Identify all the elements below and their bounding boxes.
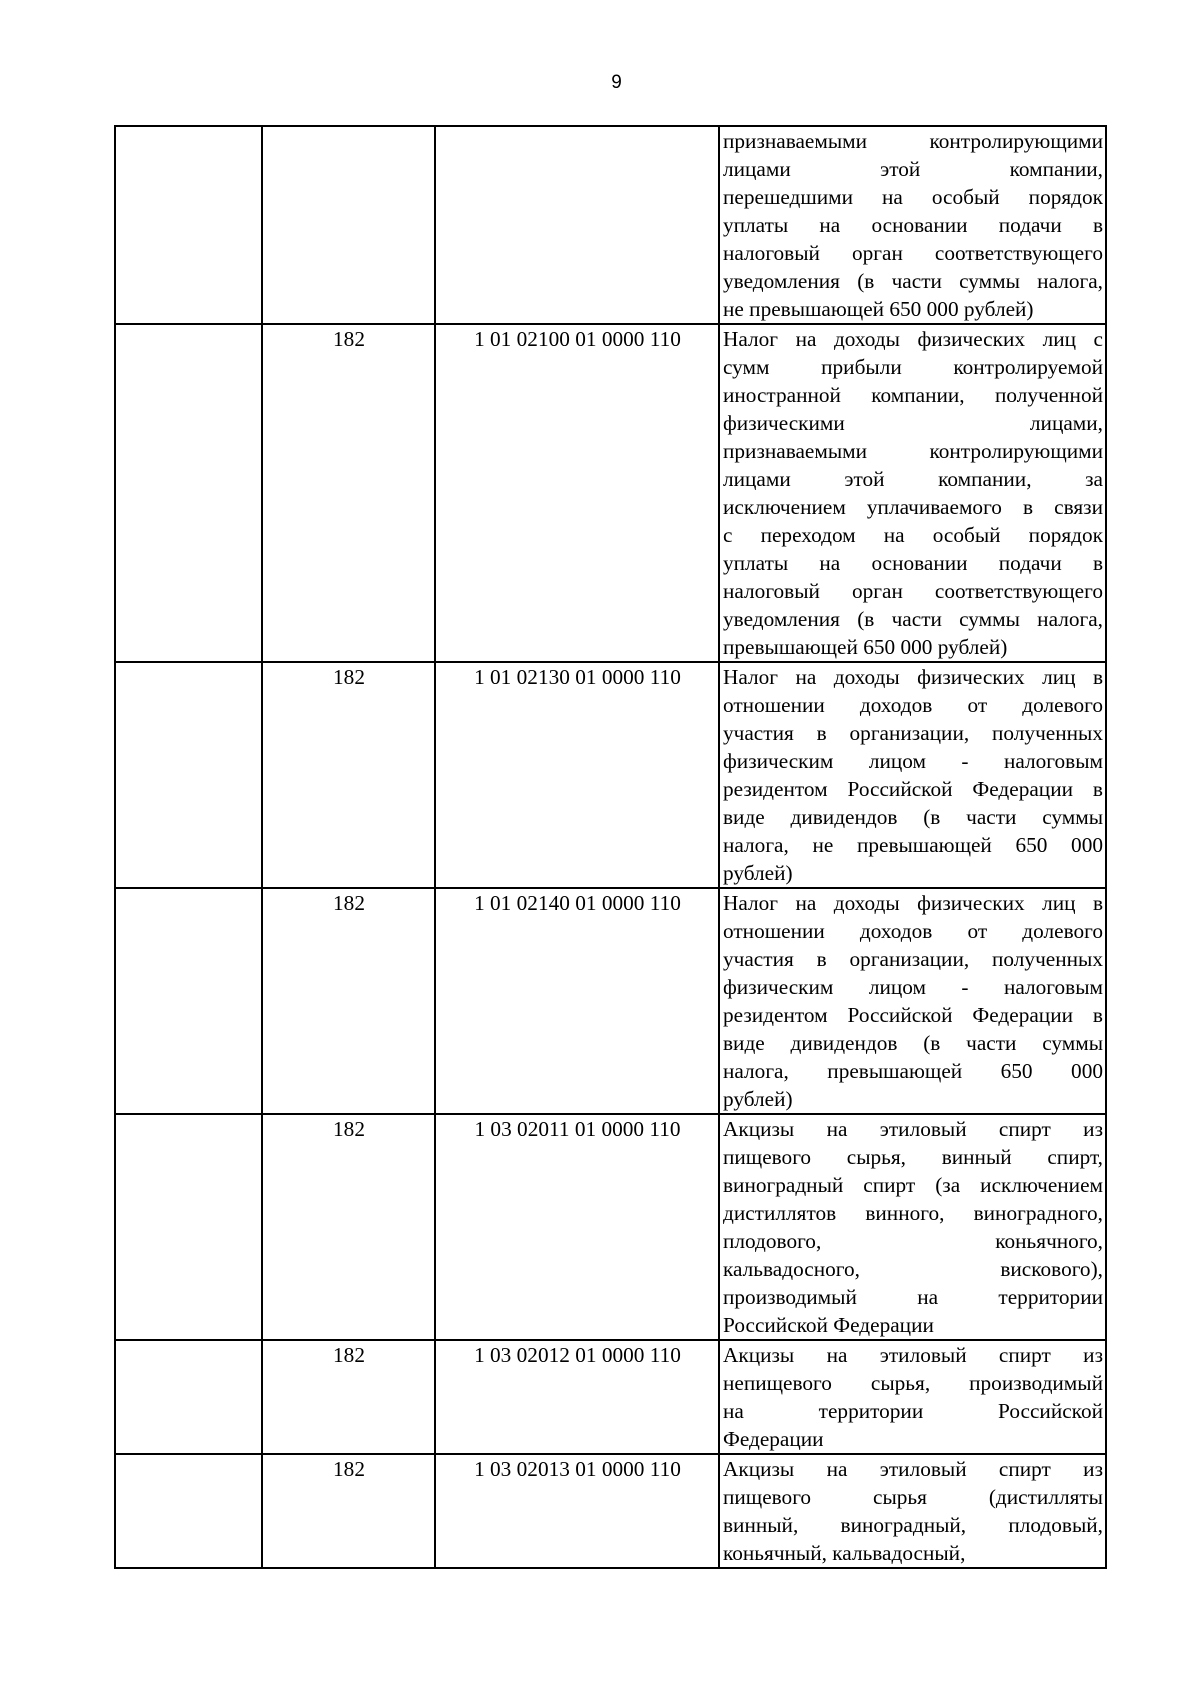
revenue-name-line: отношении доходов от долевого [723,919,1103,943]
revenue-name-line: иностранной компании, полученной [723,383,1103,407]
revenue-name-line: уплаты на основании подачи в [723,551,1103,575]
revenue-name-line: уплаты на основании подачи в [723,213,1103,237]
table-row [115,888,1106,1114]
revenue-name-line: перешедшими на особый порядок [723,185,1103,209]
revenue-name-line: с переходом на особый порядок [723,523,1103,547]
page-number: 9 [611,72,622,93]
revenue-name-line: резидентом Российской Федерации в [723,777,1103,801]
blank-cell [115,662,262,888]
budget-code-cell: 1 01 02140 01 0000 110 [435,888,719,1114]
revenue-name-line: лицами этой компании, за [723,467,1103,491]
revenue-name-line: плодового, коньячного, [723,1229,1103,1253]
blank-cell [115,1340,262,1454]
revenue-name-line: винный, виноградный, плодовый, [723,1513,1103,1537]
revenue-name-line: Акцизы на этиловый спирт из [723,1343,1103,1367]
revenue-name-line: признаваемыми контролирующими [723,129,1103,153]
budget-code-cell: 1 01 02130 01 0000 110 [435,662,719,888]
revenue-name-line: виде дивидендов (в части суммы [723,805,1103,829]
table-body [115,126,1106,1568]
revenue-name-line: налога, превышающей 650 000 [723,1059,1103,1083]
revenue-name-cell [719,1114,1106,1340]
revenue-name-line: на территории Российской [723,1399,1103,1423]
blank-cell [115,324,262,662]
admin-code-cell: 182 [262,324,435,662]
revenue-name-line: рублей) [723,861,793,885]
revenue-name-line: признаваемыми контролирующими [723,439,1103,463]
table-row [115,662,1106,888]
revenue-name-line: непищевого сырья, производимый [723,1371,1103,1395]
table-row [115,1340,1106,1454]
revenue-name-line: Акцизы на этиловый спирт из [723,1457,1103,1481]
revenue-name-line: лицами этой компании, [723,157,1103,181]
budget-codes-table [114,125,1107,1569]
admin-code-cell: 182 [262,1114,435,1340]
revenue-name-cell [719,1340,1106,1454]
budget-code-cell: 1 03 02013 01 0000 110 [435,1454,719,1568]
revenue-name-line: участия в организации, полученных [723,721,1103,745]
budget-code-cell: 1 03 02012 01 0000 110 [435,1340,719,1454]
revenue-name-line: виде дивидендов (в части суммы [723,1031,1103,1055]
revenue-name-line: кальвадосного, вискового), [723,1257,1103,1281]
revenue-name-line: резидентом Российской Федерации в [723,1003,1103,1027]
revenue-name-line: Налог на доходы физических лиц в [723,665,1103,689]
revenue-name-line: физическим лицом - налоговым [723,975,1103,999]
admin-code-cell: 182 [262,888,435,1114]
revenue-name-line: рублей) [723,1087,793,1111]
revenue-name-line: дистиллятов винного, виноградного, [723,1201,1103,1225]
revenue-name-line: пищевого сырья (дистилляты [723,1485,1103,1509]
table-row [115,1454,1106,1568]
admin-code-cell: 182 [262,662,435,888]
revenue-name-line: не превышающей 650 000 рублей) [723,297,1034,321]
blank-cell [115,126,262,324]
blank-cell [115,1454,262,1568]
blank-cell [115,888,262,1114]
blank-cell [115,1114,262,1340]
revenue-name-line: Российской Федерации [723,1313,934,1337]
revenue-name-line: уведомления (в части суммы налога, [723,269,1103,293]
revenue-name-line: отношении доходов от долевого [723,693,1103,717]
revenue-name-line: налоговый орган соответствующего [723,579,1103,603]
revenue-name-line: превышающей 650 000 рублей) [723,635,1008,659]
revenue-name-cell [719,126,1106,324]
table-row [115,324,1106,662]
revenue-name-line: сумм прибыли контролируемой [723,355,1103,379]
admin-code-cell: 182 [262,1340,435,1454]
budget-code-cell: 1 01 02100 01 0000 110 [435,324,719,662]
revenue-name-cell [719,662,1106,888]
revenue-name-line: налога, не превышающей 650 000 [723,833,1103,857]
revenue-name-line: участия в организации, полученных [723,947,1103,971]
revenue-name-line: исключением уплачиваемого в связи [723,495,1103,519]
revenue-name-cell [719,888,1106,1114]
revenue-name-line: Акцизы на этиловый спирт из [723,1117,1103,1141]
admin-code-cell: 182 [262,1454,435,1568]
admin-code-cell [262,126,435,324]
revenue-name-line: Налог на доходы физических лиц в [723,891,1103,915]
budget-code-cell [435,126,719,324]
revenue-name-cell [719,324,1106,662]
table-row [115,1114,1106,1340]
revenue-name-line: виноградный спирт (за исключением [723,1173,1103,1197]
revenue-name-line: уведомления (в части суммы налога, [723,607,1103,631]
revenue-name-line: производимый на территории [723,1285,1103,1309]
revenue-name-cell [719,1454,1106,1568]
table-row [115,126,1106,324]
revenue-name-line: налоговый орган соответствующего [723,241,1103,265]
revenue-name-line: коньячный, кальвадосный, [723,1541,966,1565]
budget-code-cell: 1 03 02011 01 0000 110 [435,1114,719,1340]
revenue-name-line: Налог на доходы физических лиц с [723,327,1103,351]
revenue-name-line: физическим лицом - налоговым [723,749,1103,773]
revenue-name-line: физическими лицами, [723,411,1103,435]
revenue-name-line: пищевого сырья, винный спирт, [723,1145,1103,1169]
revenue-name-line: Федерации [723,1427,824,1451]
